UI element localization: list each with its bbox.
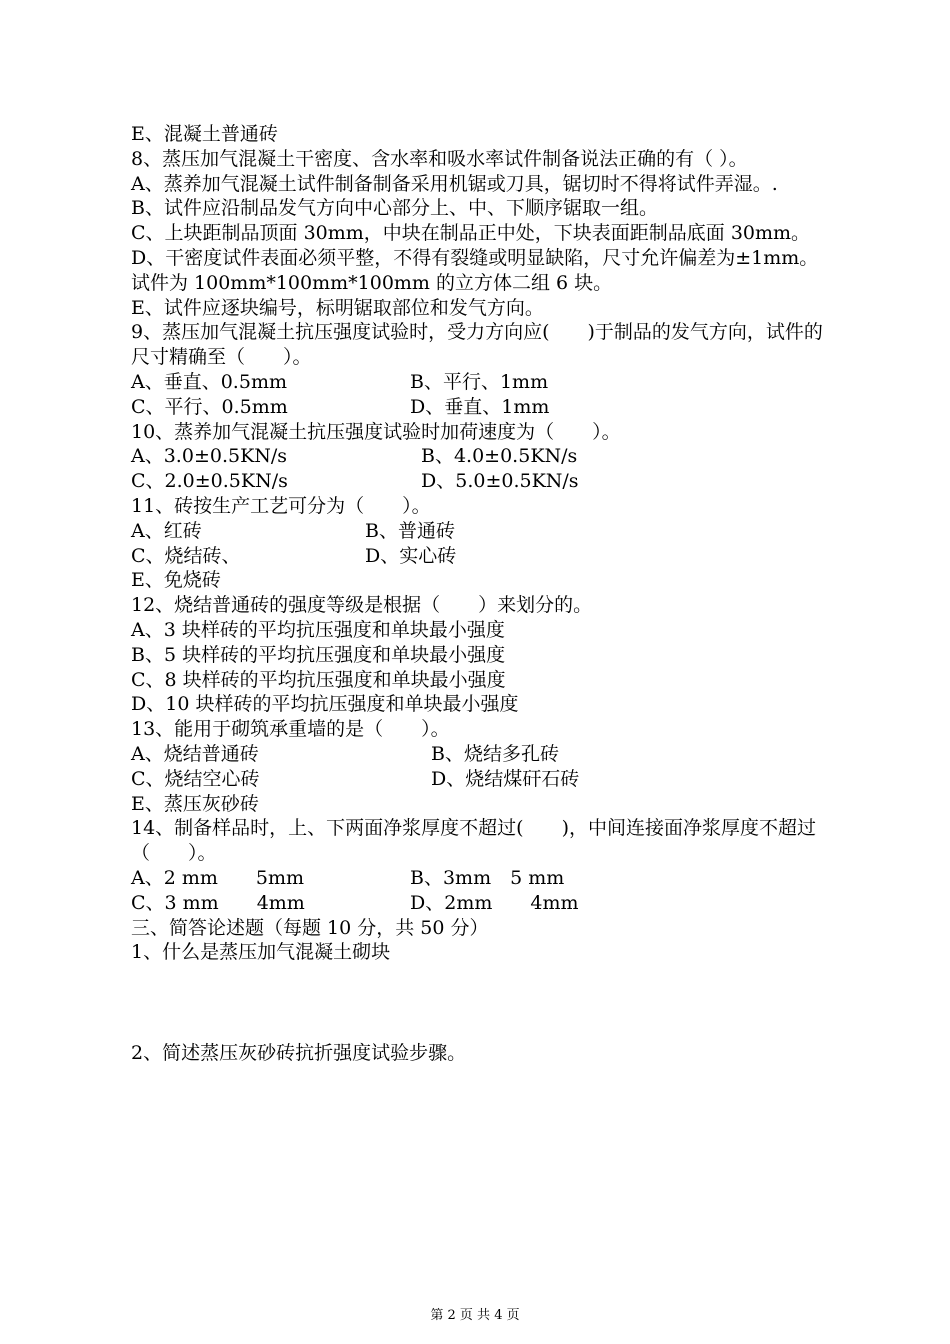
question-11-options-row-2 xyxy=(131,544,831,569)
short-answer-question-1: 1、什么是蒸压加气混凝土砌块 xyxy=(131,941,391,964)
question-13-option-e: E、蒸压灰砂砖 xyxy=(131,792,259,815)
question-13-option-b: B、烧结多孔砖 xyxy=(431,742,559,765)
question-10-stem: 10、蒸养加气混凝土抗压强度试验时加荷速度为（ ）。 xyxy=(131,420,621,443)
question-14-option-a: A、2 mm 5mm xyxy=(131,866,305,889)
question-9-options-row-1 xyxy=(131,370,831,395)
question-13-options-row-1 xyxy=(131,742,831,767)
question-10-option-a: A、3.0±0.5KN/s xyxy=(131,445,288,468)
question-9-options-row-2 xyxy=(131,395,831,420)
short-answer-question-2: 2、简述蒸压灰砂砖抗折强度试验步骤。 xyxy=(131,1042,467,1065)
question-10-option-d: D、5.0±0.5KN/s xyxy=(421,470,579,493)
question-12-stem: 12、烧结普通砖的强度等级是根据（ ）来划分的。 xyxy=(131,594,593,617)
question-13-stem: 13、能用于砌筑承重墙的是（ ）。 xyxy=(131,718,450,741)
question-14-options-row-2 xyxy=(131,891,831,916)
question-12-option-d: D、10 块样砖的平均抗压强度和单块最小强度 xyxy=(131,693,519,716)
question-11-options-row-1 xyxy=(131,519,831,544)
page-footer: 第 2 页 共 4 页 xyxy=(430,1308,520,1323)
question-9-option-d: D、垂直、1mm xyxy=(410,395,550,418)
document-body xyxy=(131,122,831,1066)
question-8-option-c: C、上块距制品顶面 30mm，中块在制品正中处，下块表面距制品底面 30mm。 xyxy=(131,222,811,245)
question-14-option-d: D、2mm 4mm xyxy=(410,891,579,914)
question-11-option-e: E、免烧砖 xyxy=(131,569,221,592)
question-9-option-c: C、平行、0.5mm xyxy=(131,395,288,418)
question-11-option-d: D、实心砖 xyxy=(365,544,457,567)
option-e-concrete-brick: E、混凝土普通砖 xyxy=(131,123,278,145)
question-11-stem: 11、砖按生产工艺可分为（ ）。 xyxy=(131,494,431,517)
question-10-options-row-1 xyxy=(131,444,831,469)
section-3-title: 三、简答论述题（每题 10 分，共 50 分） xyxy=(131,916,489,939)
question-13-option-a: A、烧结普通砖 xyxy=(131,742,259,765)
question-14-option-b: B、3mm 5 mm xyxy=(410,866,565,889)
question-13-option-c: C、烧结空心砖 xyxy=(131,767,260,790)
question-9-option-b: B、平行、1mm xyxy=(410,370,549,393)
question-8-option-d: D、干密度试件表面必须平整，不得有裂缝或明显缺陷，尺寸允许偏差为±1mm。试件为 100mm*100mm*100mm 的立方体二组 6 块。 xyxy=(131,246,819,294)
question-10-options-row-2 xyxy=(131,469,831,494)
question-12-option-a: A、3 块样砖的平均抗压强度和单块最小强度 xyxy=(131,618,505,641)
question-8-option-b: B、试件应沿制品发气方向中心部分上、中、下顺序锯取一组。 xyxy=(131,197,658,220)
question-13-options-row-2 xyxy=(131,767,831,792)
question-12-option-b: B、5 块样砖的平均抗压强度和单块最小强度 xyxy=(131,643,506,666)
question-13-option-d: D、烧结煤矸石砖 xyxy=(431,767,580,790)
question-9-option-a: A、垂直、0.5mm xyxy=(131,370,287,393)
question-14-stem: 14、制备样品时，上、下两面净浆厚度不超过( )，中间连接面净浆厚度不超过（ ）。 xyxy=(131,817,817,865)
question-9-stem: 9、蒸压加气混凝土抗压强度试验时，受力方向应( )于制品的发气方向，试件的尺寸精确至（ ）。 xyxy=(131,321,823,369)
question-11-option-b: B、普通砖 xyxy=(365,519,455,542)
question-10-option-b: B、4.0±0.5KN/s xyxy=(421,445,578,468)
question-8-option-e: E、试件应逐块编号，标明锯取部位和发气方向。 xyxy=(131,296,544,319)
question-11-option-c: C、烧结砖、 xyxy=(131,544,241,567)
question-10-option-c: C、2.0±0.5KN/s xyxy=(131,470,288,493)
question-11-option-a: A、红砖 xyxy=(131,519,202,542)
question-8-option-a: A、蒸养加气混凝土试件制备制备采用机锯或刀具，锯切时不得将试件弄湿。. xyxy=(131,172,778,195)
question-14-option-c: C、3 mm 4mm xyxy=(131,891,305,914)
question-14-options-row-1 xyxy=(131,866,831,891)
question-8-stem: 8、蒸压加气混凝土干密度、含水率和吸水率试件制备说法正确的有（ ）。 xyxy=(131,147,748,170)
question-12-option-c: C、8 块样砖的平均抗压强度和单块最小强度 xyxy=(131,668,506,691)
